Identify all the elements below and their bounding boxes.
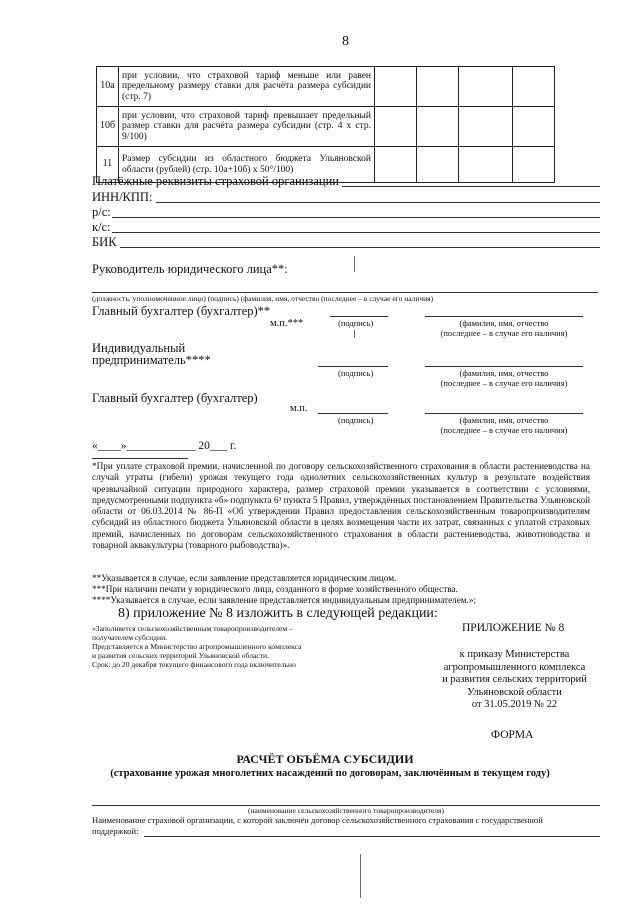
fio-caption-note: (последнее – в случае его наличия) bbox=[440, 378, 568, 388]
table-cell bbox=[459, 107, 513, 147]
footnote-4: ****Указывается в случае, если заявление представляется индивидуальным предпринимателем.»; bbox=[92, 595, 477, 605]
table-cell bbox=[513, 147, 555, 183]
signature-line bbox=[330, 316, 388, 317]
table-cell bbox=[417, 147, 459, 183]
producer-caption: (наименование сельскохозяйственного товаропроизводителя) bbox=[248, 806, 444, 815]
insurer-name-line bbox=[144, 836, 600, 837]
table-row bbox=[97, 107, 555, 147]
scan-mark bbox=[360, 854, 361, 898]
appendix-line: Ульяновской области bbox=[467, 686, 562, 698]
stamp-place-2: м.п. bbox=[290, 403, 308, 414]
signature-caption: (подпись) bbox=[338, 318, 374, 328]
calculation-subtitle: (страхование урожая многолетних насаждений по договорам, заключённым в текущем году) bbox=[110, 768, 550, 779]
amendment-heading: 8) приложение № 8 изложить в следующей редакции: bbox=[118, 606, 438, 621]
appendix-line: и развития сельских территорий bbox=[442, 674, 587, 685]
fio-caption-note: (последнее – в случае его наличия) bbox=[440, 328, 568, 338]
row-number: 10а bbox=[97, 67, 119, 107]
inn-label: ИНН/КПП: bbox=[92, 190, 153, 204]
row-number: 11 bbox=[97, 147, 119, 183]
head-label: Руководитель юридического лица**: bbox=[92, 262, 288, 276]
signature-caption: (подпись) bbox=[338, 415, 374, 425]
insurer-label-2: поддержкой: bbox=[92, 826, 139, 836]
inn-field-line bbox=[156, 202, 600, 203]
table-row bbox=[97, 67, 555, 107]
fio-line bbox=[425, 316, 583, 317]
table-cell bbox=[417, 67, 459, 107]
appendix-line: от 31.05.2019 № 22 bbox=[471, 699, 558, 710]
table-cell bbox=[417, 107, 459, 147]
row-description: Размер субсидии из областного бюджета Ульяновской области (рублей) (стр. 10а+10б) х 50°/100) bbox=[119, 147, 375, 183]
row-description: при условии, что страховой тариф меньше или равен предельному размеру ставки для расчёта размера субсидии (стр. 7) bbox=[119, 67, 375, 107]
fio-caption: (фамилия, имя, отчество bbox=[459, 415, 549, 425]
table-cell bbox=[375, 107, 417, 147]
form-label: ФОРМА bbox=[491, 729, 534, 741]
head-signature-line bbox=[92, 292, 598, 293]
insurer-label: Наименование страховой организации, с которой заключён договор сельскохозяйственного страхования с государственной bbox=[92, 815, 543, 825]
page-number: 8 bbox=[342, 34, 349, 49]
appendix-line: к приказу Министерства bbox=[459, 649, 570, 660]
subsidy-table-fragment bbox=[96, 66, 555, 183]
date-field: «____»____________ 20___ г. bbox=[92, 440, 237, 452]
stamp-place: м.п.*** bbox=[270, 318, 304, 329]
fill-instructions-line: и развития сельских территорий Ульяновской области. bbox=[92, 651, 270, 660]
signature-line bbox=[318, 366, 388, 367]
table-cell bbox=[459, 147, 513, 183]
appendix-details bbox=[412, 649, 617, 712]
fill-instructions-line: Представляется в Министерство агропромышленного комплекса bbox=[92, 642, 302, 651]
rs-field-line bbox=[112, 217, 600, 218]
fio-caption: (фамилия, имя, отчество bbox=[459, 318, 549, 328]
calculation-title: РАСЧЁТ ОБЪЁМА СУБСИДИИ bbox=[236, 752, 414, 766]
table-cell bbox=[375, 67, 417, 107]
ks-label: к/с: bbox=[92, 220, 111, 234]
appendix-line: агропромышленного комплекса bbox=[443, 661, 586, 673]
fio-caption-note: (последнее – в случае его наличия) bbox=[440, 425, 568, 435]
appendix-title: ПРИЛОЖЕНИЕ № 8 bbox=[462, 622, 565, 634]
scan-mark bbox=[354, 330, 355, 338]
requisites-title-line bbox=[342, 186, 600, 187]
table-cell bbox=[513, 67, 555, 107]
scan-mark bbox=[354, 256, 355, 272]
ks-field-line bbox=[112, 232, 600, 233]
signature-line bbox=[318, 413, 388, 414]
head-caption: (должность, уполномоченное лицо) (подпись) (фамилия, имя, отчество (последнее – в случае его наличия) bbox=[92, 294, 434, 303]
fill-instructions-line: Срок: до 20 декабря текущего финансового года включительно bbox=[92, 660, 296, 669]
footnote-divider bbox=[92, 458, 188, 459]
footnote-1: *При уплате страховой премии, начисленной по договору сельскохозяйственного страхования в области растениеводства на случай утраты (гибели) урожая текущего года однолетних сельскохозяйственных культур в результате воздействия чрезвычайной ситуации природного характера, размер страховой премии указывается в соответствии с условиями, предусмотренными подпункта «б» подпункта 6³ пункта 5 Правил, утверждённых постановлением Правительства Ульяновской области от 06.03.2014 № 86-П «Об утверждении Правил предоставления сельскохозяйственным товаропроизводителям субсидий из областного бюджета Ульяновской области в целях возмещения части их затрат, связанных с уплатой страховых премий, начисленных по договорам сельскохозяйственного страхования в области растениеводства, животноводства и товарной аквакультуры (товарного рыбоводства)». bbox=[92, 461, 590, 551]
signature-caption: (подпись) bbox=[338, 368, 374, 378]
fio-line bbox=[425, 366, 583, 367]
fio-line bbox=[425, 413, 583, 414]
fill-instructions-line: получателем субсидии. bbox=[92, 633, 168, 642]
footnote-2: **Указывается в случае, если заявление представляется юридическим лицом. bbox=[92, 573, 397, 583]
requisites-title: Платёжные реквизиты страховой организации bbox=[92, 174, 339, 188]
footnote-3: ***При наличии печати у юридического лица, созданного в форме хозяйственного общества. bbox=[92, 584, 458, 594]
table-cell bbox=[375, 147, 417, 183]
rs-label: р/с: bbox=[92, 205, 111, 219]
row-number: 10б bbox=[97, 107, 119, 147]
entrepreneur-label-2: предприниматель**** bbox=[92, 353, 211, 367]
table-cell bbox=[459, 67, 513, 107]
bik-field-line bbox=[120, 247, 600, 248]
fio-caption: (фамилия, имя, отчество bbox=[459, 368, 549, 378]
fill-instructions bbox=[92, 624, 362, 669]
fill-instructions-line: «Заполняется сельскохозяйственным товаропроизводителем – bbox=[92, 624, 293, 633]
entrepreneur-label: Индивидуальный bbox=[92, 341, 186, 355]
row-description: при условии, что страховой тариф превышает предельный размер ставки для расчёта размера субсидии (стр. 4 х стр. 9/100) bbox=[119, 107, 375, 147]
bik-label: БИК bbox=[92, 235, 117, 249]
chief-accountant-label: Главный бухгалтер (бухгалтер)** bbox=[92, 304, 271, 318]
chief-accountant-label-2: Главный бухгалтер (бухгалтер) bbox=[92, 391, 258, 405]
table-cell bbox=[513, 107, 555, 147]
